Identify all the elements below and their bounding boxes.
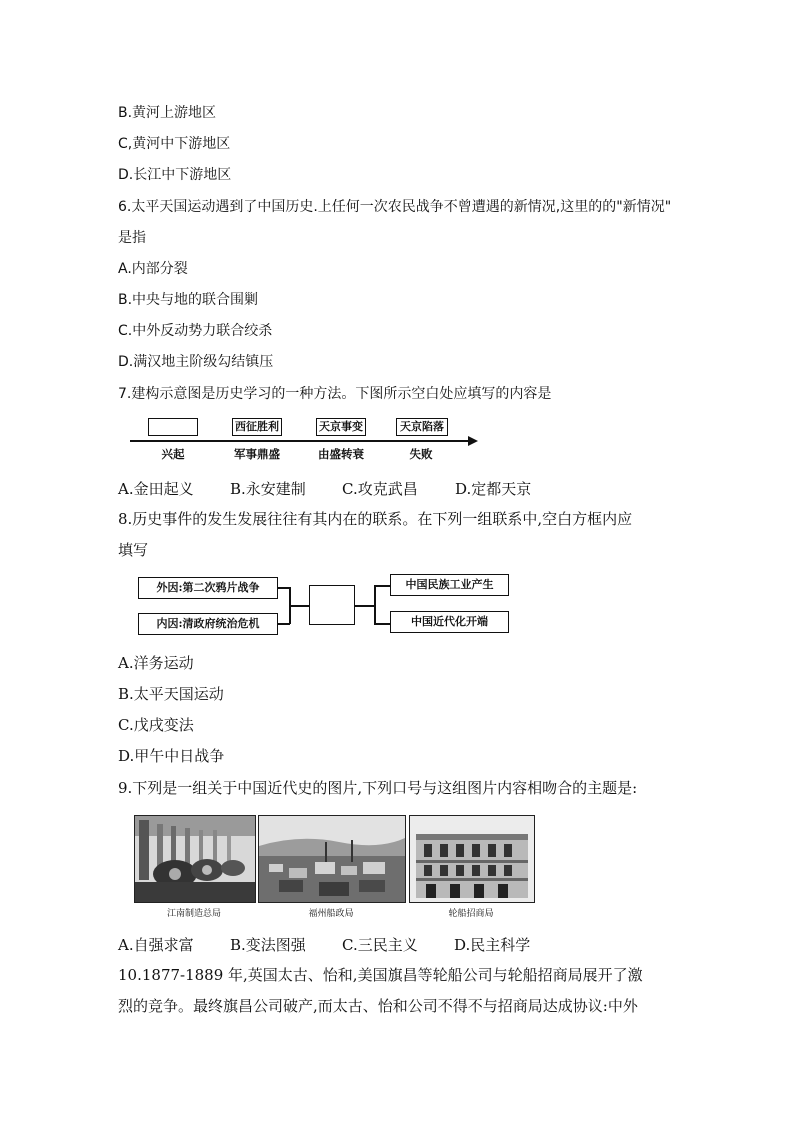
connector-line xyxy=(289,605,309,607)
q7-option-c: C.攻克武昌 xyxy=(342,480,418,498)
q7-option-d: D.定都天京 xyxy=(455,480,532,498)
q7-options xyxy=(118,478,558,498)
timeline-label-peak: 军事鼎盛 xyxy=(234,447,280,461)
q9-option-d: D.民主科学 xyxy=(454,936,531,954)
q6-stem-line1: 6.太平天国运动遇到了中国历史.上任何一次农民战争不曾遭遇的新情况,这里的的"新情况" xyxy=(118,199,672,215)
q7-timeline-diagram xyxy=(130,415,482,465)
timeline-label-failure: 失败 xyxy=(409,447,433,461)
q8-option-d: D.甲午中日战争 xyxy=(118,747,225,765)
caption-fuzhou-navy-yard: 福州船政局 xyxy=(308,909,354,919)
q7-option-a: A.金田起义 xyxy=(118,480,194,498)
caption-china-merchants: 轮船招商局 xyxy=(448,909,494,919)
q9-options xyxy=(118,934,558,954)
q10-line1: 10.1877-1889 年,英国太古、怡和,美国旗昌等轮船公司与轮船招商局展开了激 xyxy=(118,966,643,984)
q6-option-c: C.中外反动势力联合绞杀 xyxy=(118,323,273,339)
q6-option-a: A.内部分裂 xyxy=(118,261,188,277)
q8-relationship-diagram xyxy=(138,571,510,641)
timeline-label-decline: 由盛转衰 xyxy=(318,447,364,461)
connector-line xyxy=(374,585,376,624)
diagram-result-industry: 中国民族工业产生 xyxy=(390,574,509,596)
q6-stem-line2: 是指 xyxy=(118,230,146,246)
timeline-blank-box xyxy=(148,418,198,436)
timeline-arrowhead xyxy=(468,436,478,446)
q8-option-a: A.洋务运动 xyxy=(118,654,194,672)
photo-china-merchants-steam-navigation xyxy=(409,815,535,903)
q9-option-a: A.自强求富 xyxy=(118,936,194,954)
q8-stem-line2: 填写 xyxy=(118,541,149,559)
q10-line2: 烈的竞争。最终旗昌公司破产,而太古、怡和公司不得不与招商局达成协议:中外 xyxy=(118,997,638,1015)
timeline-axis xyxy=(130,440,470,442)
q8-option-c: C.戊戌变法 xyxy=(118,716,194,734)
timeline-box-west-expedition: 西征胜利 xyxy=(232,418,282,436)
q5-option-b: B.黄河上游地区 xyxy=(118,105,217,121)
diagram-internal-cause: 内因:清政府统治危机 xyxy=(138,613,278,635)
connector-line xyxy=(374,585,390,587)
diagram-blank-center-box xyxy=(309,585,355,625)
q6-option-b: B.中央与地的联合围剿 xyxy=(118,292,259,308)
q7-stem: 7.建构示意图是历史学习的一种方法。下图所示空白处应填写的内容是 xyxy=(118,386,552,402)
diagram-result-modernization: 中国近代化开端 xyxy=(390,611,509,633)
timeline-label-rise: 兴起 xyxy=(161,447,185,461)
q5-option-d: D.长江中下游地区 xyxy=(118,167,232,183)
q9-option-b: B.变法图强 xyxy=(230,936,306,954)
connector-line xyxy=(355,605,375,607)
q9-option-c: C.三民主义 xyxy=(342,936,418,954)
q8-option-b: B.太平天国运动 xyxy=(118,685,224,703)
photo-jiangnan-arsenal xyxy=(134,815,256,903)
connector-line xyxy=(374,623,390,625)
timeline-box-tianjing-incident: 天京事变 xyxy=(316,418,366,436)
diagram-external-cause: 外因:第二次鸦片战争 xyxy=(138,577,278,599)
q8-stem-line1: 8.历史事件的发生发展往往有其内在的联系。在下列一组联系中,空白方框内应 xyxy=(118,510,633,528)
timeline-box-tianjing-fall: 天京陷落 xyxy=(396,418,448,436)
q5-option-c: C,黄河中下游地区 xyxy=(118,136,231,152)
caption-jiangnan-arsenal: 江南制造总局 xyxy=(166,909,221,919)
q9-stem: 9.下列是一组关于中国近代史的图片,下列口号与这组图片内容相吻合的主题是: xyxy=(118,779,638,797)
photo-fuzhou-navy-yard xyxy=(258,815,406,903)
q7-option-b: B.永安建制 xyxy=(230,480,306,498)
q6-option-d: D.满汉地主阶级勾结镇压 xyxy=(118,354,274,370)
